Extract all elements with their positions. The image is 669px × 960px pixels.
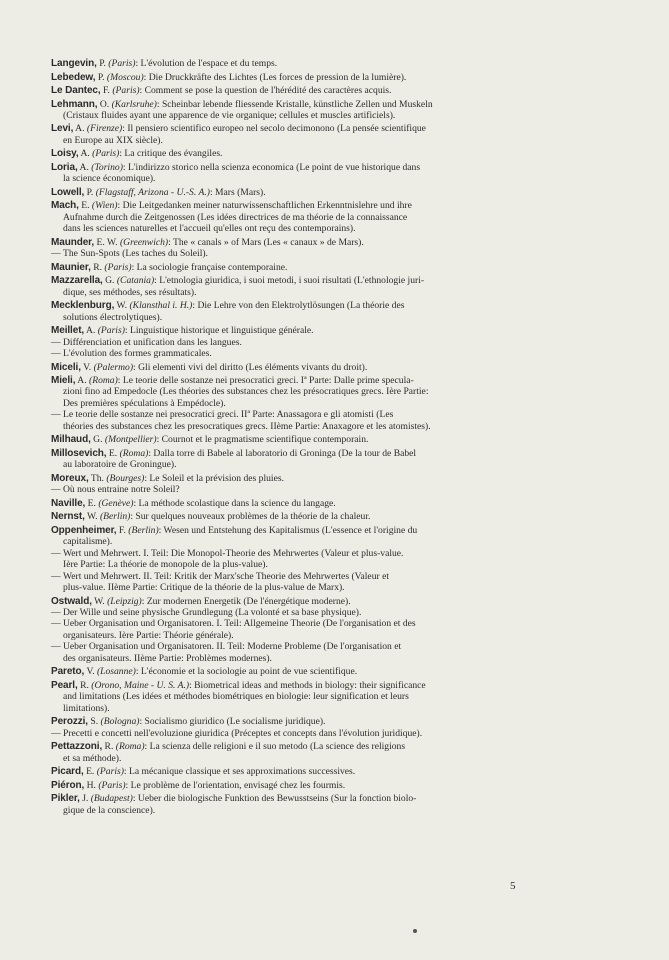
author-initial: V. [86,666,95,678]
author-initial: Th. [90,472,104,484]
entry-title: : La critique des évangiles. [119,148,223,160]
page-number: 5 [510,880,516,892]
bibliography-list [51,58,551,818]
entry-title: : La scienza delle religioni e il suo metodo (La science des religions [144,741,406,753]
sub-work [51,548,551,559]
author-city: (Klansthal i. H.) [129,300,193,312]
author-name: Le Dantec, [51,85,101,96]
author-name: Meillet, [51,325,85,337]
author-city: (Berlin) [128,524,159,536]
entry-title: : Gli elementi vivi del diritto (Les éléments vivants du droit). [133,361,368,373]
author-initial: V. [83,361,92,373]
entry-first-line [51,434,551,445]
author-initial: F. [118,524,126,536]
author-city: (Berlin) [99,511,131,523]
bibliography-entry [51,511,551,522]
entry-first-line [51,375,551,386]
entry-title: : Mars (Mars). [209,186,266,198]
author-city: (Leipzig) [107,595,142,607]
author-name: Milhaud, [51,434,91,446]
entry-first-line [51,741,551,752]
author-name: Nernst, [51,511,85,523]
author-initial: O. [99,98,110,110]
author-initial: A. [80,148,90,160]
bibliography-entry [51,85,551,96]
sub-work [51,348,551,359]
entry-first-line [51,85,551,96]
sub-work [51,607,551,618]
entry-first-line [51,148,551,159]
author-initial: E. W. [96,236,118,248]
entry-title: : Die Druckkräfte des Lichtes (Les forces de pression de la lumière). [143,71,407,83]
bibliography-entry [51,325,551,359]
sub-work-continuation [51,559,551,570]
author-initial: A. [79,161,89,173]
entry-title: : L'indirizzo storico nella scienza economica (Le point de vue historique dans [122,161,421,173]
author-name: Mieli, [51,375,76,387]
sub-work-continuation [51,630,551,641]
entry-first-line [51,187,551,198]
entry-title: : L'évolution de l'espace et du temps. [135,58,278,69]
entry-first-line [51,473,551,484]
author-city: (Orono, Maine - U. S. A.) [91,679,190,691]
author-name: Loria, [51,161,78,173]
author-city: (Montpellier) [104,434,157,446]
sub-work-text: Wert und Mehrwert. I. Teil: Die Monopol-Theorie des Mehrwertes (Valeur et plus-value. [63,547,404,559]
bibliography-entry [51,716,551,739]
author-initial: E. [87,497,96,509]
dash: — [51,641,61,653]
author-name: Lebedew, [51,71,96,83]
author-name: Naville, [51,497,86,509]
author-name: Lehmann, [51,98,98,110]
author-initial: G. [105,275,115,287]
author-city: (Paris) [96,766,124,778]
author-name: Pikler, [51,793,80,805]
author-initial: A. [75,123,85,135]
bibliography-entry [51,362,551,373]
entry-title: : La sociologie française contemporaine. [131,261,288,273]
bibliography-entry [51,766,551,777]
entry-continuation: dique, ses méthodes, ses résultats). [63,286,197,298]
author-initial: W. [94,595,105,607]
author-initial: F. [102,85,110,96]
author-name: Ostwald, [51,595,92,607]
author-city: (Paris) [97,325,125,337]
bibliography-entry [51,123,551,146]
entry-title: : L'etnologia giuridica, i suoi metodi, i suoi risultati (L'ethnologie juri- [154,275,425,287]
sub-work-continuation [51,582,551,593]
sub-work-text: Différenciation et unification dans les langues. [63,336,242,348]
author-city: (Torino) [91,161,123,173]
dash: — [51,348,61,360]
entry-title: : Socialismo giuridico (Le socialisme juridique). [139,716,326,728]
author-city: (Bologna) [100,716,140,728]
bibliography-entry [51,498,551,509]
author-city: (Budapest) [90,793,133,805]
bibliography-entry [51,187,551,198]
author-name: Pettazzoni, [51,741,103,753]
entry-first-line [51,162,551,173]
entry-first-line [51,123,551,134]
entry-continuation: Des premières spéculations à Empédocle). [63,397,226,409]
entry-first-line [51,596,551,607]
entry-continuation: (Cristaux fluides ayant une apparence de vie organique; cellules et muscles artificiels). [63,109,396,121]
entry-title: : Die Lehre von den Elektrolytlösungen (La théorie des [192,300,405,312]
bibliography-entry [51,680,551,714]
bibliography-entry [51,741,551,764]
entry-title: : L'économie et la sociologie au point de vue scientifique. [135,666,358,678]
sub-work [51,728,551,739]
author-city: (Catania) [116,275,155,287]
entry-title: : Scheinbar lebende fliessende Kristalle, künstliche Zellen und Muskeln [156,98,433,110]
author-initial: W. [116,300,128,312]
entry-first-line [51,511,551,522]
entry-title: : Ueber die biologische Funktion des Bewusstseins (Sur la fonction biolo- [132,793,417,805]
author-name: Levi, [51,123,74,135]
dash: — [51,248,61,260]
sub-work-text: théories des substances chez les presocratiques grecs. IIème Partie: Anaxagore et les atomistes). [63,420,431,432]
author-city: (Bourges) [106,472,145,484]
author-name: Langevin, [51,58,97,69]
author-name: Perozzi, [51,716,88,728]
author-name: Loisy, [51,148,79,160]
author-city: (Roma) [89,375,118,387]
entry-title: : Linguistique historique et linguistique générale. [124,325,314,337]
author-city: (Palermo) [93,361,134,373]
entry-first-line [51,99,551,110]
author-name: Lowell, [51,186,85,198]
author-initial: R. [93,261,102,273]
entry-continuation: et sa méthode). [63,752,122,764]
sub-work-text: Où nous entraine notre Soleil? [63,484,180,496]
entry-continuation: gique de la conscience). [63,804,156,816]
entry-continuation: au laboratoire de Groningue). [63,459,177,471]
sub-work-text: Le teorie delle sostanze nei presocratici greci. IIª Parte: Anassagora e gli atomisti (Les [63,409,394,421]
dash: — [51,547,61,559]
author-initial: R. [80,679,89,691]
sub-work-text: Ueber Organisation und Organisatoren. II. Teil: Moderne Probleme (De l'organisation et [63,641,402,653]
bibliography-entry [51,448,551,471]
author-initial: A. [77,375,87,387]
author-name: Moreux, [51,472,89,484]
sub-work-text: Ière Partie: La théorie de monopole de la plus-value). [63,559,268,571]
entry-first-line [51,237,551,248]
bibliography-entry [51,375,551,432]
entry-first-line [51,72,551,83]
bibliography-entry [51,275,551,298]
bibliography-entry [51,72,551,83]
entry-continuation: dans les sciences naturelles et l'accueil qu'elles ont reçu des contemporains). [63,223,356,235]
entry-title: : Le Soleil et la prévision des pluies. [144,472,284,484]
author-city: (Greenwich) [119,236,169,248]
bibliography-entry [51,793,551,816]
dash: — [51,618,61,630]
author-initial: H. [86,779,96,791]
author-initial: P. [86,186,94,198]
bibliography-entry [51,148,551,159]
entry-first-line [51,325,551,336]
entry-first-line [51,262,551,273]
entry-first-line [51,525,551,536]
author-city: (Paris) [112,85,140,96]
dash: — [51,409,61,421]
entry-first-line [51,200,551,211]
author-initial: P. [99,58,106,69]
dash: — [51,727,61,739]
sub-work [51,337,551,348]
entry-title: : Wesen und Entstehung des Kapitalismus (L'essence et l'origine du [158,524,418,536]
sub-work [51,248,551,259]
entry-continuation: Aufnahme durch die Zeitgenossen (Les idées directrices de ma théorie de la connaissance [63,211,408,223]
author-name: Pareto, [51,666,85,678]
dash: — [51,570,61,582]
author-name: Mach, [51,200,79,212]
author-initial: E. [108,447,118,459]
author-name: Maunder, [51,236,95,248]
entry-continuation: capitalisme). [63,536,113,548]
author-city: (Firenze) [86,123,123,135]
dash: — [51,484,61,496]
entry-first-line [51,448,551,459]
author-city: (Losanne) [96,666,136,678]
author-name: Picard, [51,766,84,778]
entry-first-line [51,780,551,791]
entry-title: : Dalla torre di Babele al laboratorio di Groninga (De la tour de Babel [148,447,417,459]
entry-title: : Cournot et le pragmatisme scientifique contemporain. [156,434,369,446]
entry-continuation: zioni fino ad Empedocle (Les théories des substances chez les présocratiques grecs. Ière Partie: [63,386,429,398]
bibliography-entry [51,666,551,677]
sub-work [51,409,551,420]
entry-continuation: la science économique). [63,173,156,185]
bibliography-entry [51,99,551,122]
author-name: Piéron, [51,779,85,791]
author-city: (Genève) [98,497,134,509]
sub-work [51,571,551,582]
entry-title: : Le problème de l'orientation, envisagé chez les fourmis. [125,779,346,791]
author-initial: W. [87,511,98,523]
bibliography-entry [51,200,551,234]
bibliography-entry [51,58,551,69]
bibliography-entry [51,434,551,445]
dash: — [51,336,61,348]
entry-first-line [51,300,551,311]
sub-work-text: des organisateurs. IIème Partie: Problèmes modernes). [63,652,272,664]
entry-first-line [51,766,551,777]
entry-first-line [51,58,551,69]
author-name: Mecklenburg, [51,300,115,312]
entry-title: : Die Leitgedanken meiner naturwissenschaftlichen Erkenntnislehre und ihre [117,200,412,212]
sub-work-text: Precetti e concetti nell'evoluzione giuridica (Préceptes et concepts dans l'évolution juridique). [63,727,423,739]
sub-work-text: Ueber Organisation und Organisatoren. I. Teil: Allgemeine Theorie (De l'organisation et des [63,618,416,630]
entry-title: : The « canals » of Mars (Les « canaux » de Mars). [168,236,364,248]
entry-title: : Zur modernen Energetik (De l'énergétique moderne). [141,595,351,607]
entry-continuation: solutions électrolytiques). [63,311,163,323]
author-name: Oppenheimer, [51,524,117,536]
author-initial: E. [86,766,95,778]
sub-work-text: plus-value. IIème Partie: Critique de la théorie de la plus-value de Marx). [63,582,345,594]
author-city: (Roma) [119,447,149,459]
entry-first-line [51,362,551,373]
entry-first-line [51,666,551,677]
entry-title: : La mécanique classique et ses approximations successives. [123,766,356,778]
author-city: (Roma) [115,741,145,753]
entry-title: : Le teorie delle sostanze nei presocratici greci. Iª Parte: Dalle prime specula- [117,375,414,387]
entry-first-line [51,680,551,691]
author-initial: J. [82,793,89,805]
entry-title: : Sur quelques nouveaux problèmes de la théorie de la chaleur. [130,511,371,523]
author-name: Millosevich, [51,447,107,459]
author-initial: S. [90,716,99,728]
sub-work [51,641,551,652]
author-city: (Flagstaff, Arizona - U.-S. A.) [95,186,210,198]
entry-first-line [51,498,551,509]
author-initial: R. [104,741,114,753]
author-city: (Paris) [92,148,120,160]
author-city: (Moscou) [106,71,144,83]
sub-work-text: L'évolution des formes grammaticales. [63,348,212,360]
bibliography-entry [51,525,551,594]
entry-continuation: limitations). [63,702,110,714]
ink-dot [413,929,417,933]
author-initial: E. [81,200,90,212]
dash: — [51,606,61,618]
sub-work-continuation [51,653,551,664]
author-name: Mazzarella, [51,275,103,287]
author-name: Miceli, [51,361,81,373]
bibliography-entry [51,780,551,791]
sub-work [51,618,551,629]
bibliography-entry [51,473,551,496]
author-city: (Wien) [91,200,118,212]
entry-title: : Comment se pose la question de l'hérédité des caractères acquis. [139,85,392,96]
entry-continuation: en Europe au XIX siècle). [63,134,163,146]
sub-work-continuation [51,421,551,432]
sub-work [51,484,551,495]
author-city: (Paris) [98,779,126,791]
author-city: (Karlsruhe) [111,98,157,110]
entry-first-line [51,716,551,727]
sub-work-text: Der Wille und seine physische Grundlegung (La volonté et sa base physique). [63,606,362,618]
bibliography-entry [51,162,551,185]
author-name: Maunier, [51,261,91,273]
author-city: (Paris) [108,58,136,69]
author-initial: G. [93,434,103,446]
bibliography-entry [51,262,551,273]
sub-work-text: The Sun-Spots (Les taches du Soleil). [63,248,208,260]
entry-title: : La méthode scolastique dans la science du langage. [133,497,336,509]
sub-work-text: organisateurs. Ière Partie: Théorie générale). [63,629,234,641]
author-initial: P. [97,71,105,83]
author-city: (Paris) [104,261,132,273]
bibliography-entry [51,300,551,323]
sub-work-text: Wert und Mehrwert. II. Teil: Kritik der Marx'sche Theorie des Mehrwertes (Valeur et [63,570,390,582]
entry-title: : Biometrical ideas and methods in biology: their significance [189,679,426,691]
entry-first-line [51,793,551,804]
entry-title: : Il pensiero scientifico europeo nel secolo decimonono (La pensée scientifique [122,123,426,135]
author-name: Pearl, [51,679,78,691]
entry-continuation: and limitations (Les idées et méthodes biométriques en biologie: leur signification et leurs [63,691,409,703]
bibliography-entry [51,237,551,260]
entry-first-line [51,275,551,286]
bibliography-entry [51,596,551,665]
author-initial: A. [85,325,96,337]
